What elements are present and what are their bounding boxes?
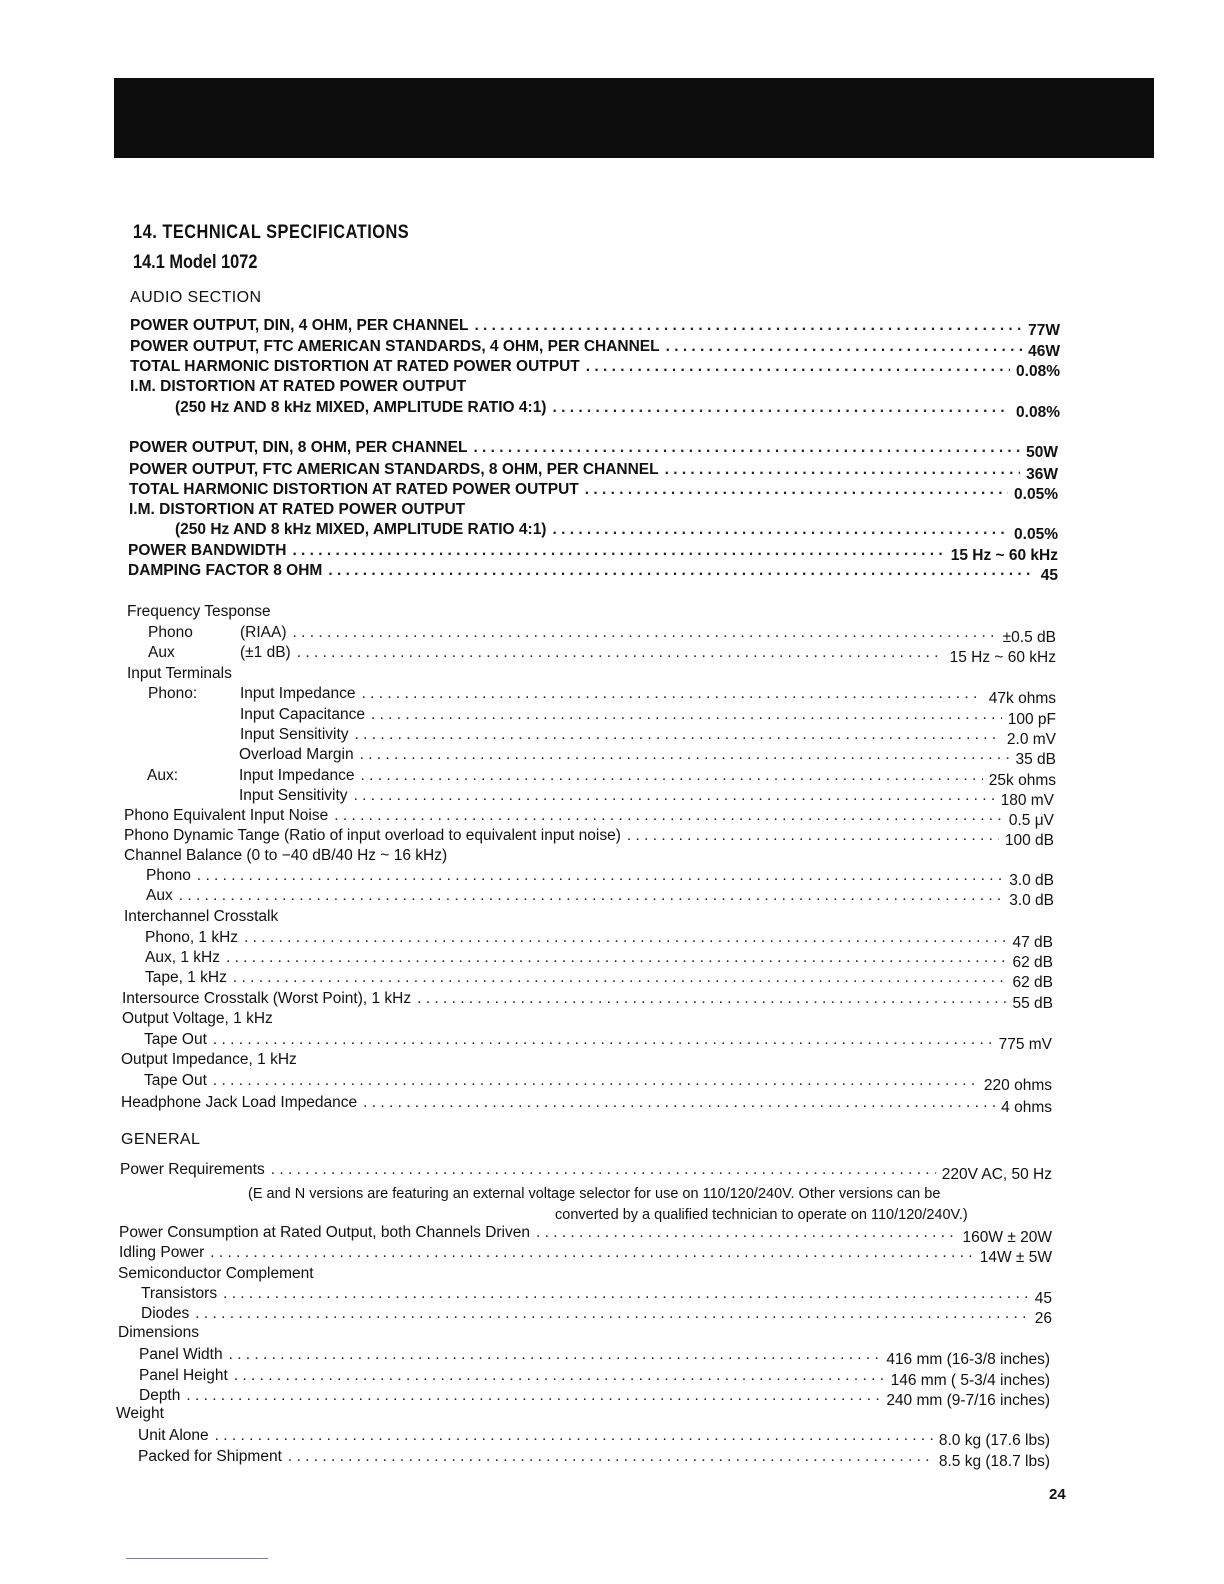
spec-label: TOTAL HARMONIC DISTORTION AT RATED POWER OUTPUT [130,358,580,375]
spec-value: 47 dB [1012,934,1053,951]
spec-label: Input Capacitance [240,706,365,723]
spec-row [139,1345,1050,1368]
spec-label: Panel Height [139,1367,228,1384]
spec-label: Overload Margin [239,746,354,763]
spec-row [145,928,1053,951]
spec-label: POWER OUTPUT, FTC AMERICAN STANDARDS, 4 OHM, PER CHANNEL [130,338,660,355]
spec-value: 46W [1028,343,1060,360]
spec-label: POWER OUTPUT, DIN, 8 OHM, PER CHANNEL [129,439,468,456]
spec-sublabel: Input Impedance [240,685,356,702]
voltage-note: (E and N versions are featuring an external voltage selector for use on 110/120/240V. Other versions can be [248,1186,941,1202]
section-title: 14. TECHNICAL SPECIFICATIONS [133,222,410,243]
spec-label: Tape Out [144,1031,207,1048]
spec-value: 240 mm (9-7/16 inches) [886,1392,1050,1409]
spec-value: 100 pF [1007,711,1056,728]
spec-value: 36W [1026,466,1058,483]
spec-value: 62 dB [1012,954,1053,971]
spec-row [147,766,1056,789]
spec-row [130,357,1060,380]
spec-row [175,520,1058,543]
spec-row [240,725,1056,748]
spec-sublabel: Input Impedance [239,767,355,784]
spec-label: Unit Alone [138,1427,209,1444]
spec-row [128,541,1058,564]
spec-value: 50W [1026,444,1058,461]
spec-value: 15 Hz ~ 60 kHz [950,547,1058,564]
spec-label: POWER BANDWIDTH [128,542,287,559]
spec-row [120,1160,1052,1183]
spec-row [138,1426,1050,1449]
spec-sublabel: (±1 dB) [240,644,291,661]
spec-label: Phono Equivalent Input Noise [124,807,329,824]
spec-label: Input Sensitivity [240,726,349,743]
spec-row [148,643,1056,666]
spec-group-label: Channel Balance (0 to −40 dB/40 Hz ~ 16 kHz) [124,847,448,864]
spec-row [138,1447,1050,1470]
spec-value: 35 dB [1015,751,1056,768]
spec-label: Phono, 1 kHz [145,929,239,946]
spec-row [128,561,1058,584]
spec-label: TOTAL HARMONIC DISTORTION AT RATED POWER OUTPUT [129,481,579,498]
spec-label: Aux, 1 kHz [145,949,220,966]
spec-row [139,1366,1050,1389]
spec-label: (250 Hz AND 8 kHz MIXED, AMPLITUDE RATIO 4:1) [175,521,547,538]
spec-label: POWER OUTPUT, DIN, 4 OHM, PER CHANNEL [130,317,469,334]
spec-row [144,1030,1052,1053]
spec-row [129,460,1058,483]
spec-group-label: Frequency Tesponse [127,603,271,620]
spec-value: 0.08% [1016,404,1060,421]
spec-label: Aux [148,644,175,661]
spec-label: Tape Out [144,1072,207,1089]
spec-row [148,623,1056,646]
spec-label: Diodes [141,1305,190,1322]
spec-label: Phono: [148,685,198,702]
spec-value: 45 [1034,1290,1052,1307]
spec-label: Panel Width [139,1346,223,1363]
spec-label: Aux: [147,767,179,784]
spec-label: Intersource Crosstalk (Worst Point), 1 kHz [122,990,412,1007]
spec-value: 180 mV [1000,792,1054,809]
spec-label: POWER OUTPUT, FTC AMERICAN STANDARDS, 8 OHM, PER CHANNEL [129,461,659,478]
spec-value: 55 dB [1012,995,1053,1012]
spec-value: 220V AC, 50 Hz [941,1166,1052,1183]
spec-label: Headphone Jack Load Impedance [121,1094,358,1111]
spec-label: Depth [139,1387,181,1404]
spec-value: 0.08% [1016,363,1060,380]
spec-row [139,1386,1050,1409]
spec-row [122,989,1053,1012]
spec-row [144,1071,1052,1094]
spec-row [239,786,1054,809]
spec-value: 45 [1040,567,1058,584]
spec-label: Transistors [141,1285,218,1302]
spec-value: 8.5 kg (18.7 lbs) [938,1453,1050,1470]
page-number: 24 [1049,1486,1066,1503]
spec-row [146,886,1054,909]
spec-row [119,1223,1052,1246]
spec-group-label: Output Impedance, 1 kHz [121,1051,297,1068]
spec-value: 4 ohms [1001,1099,1052,1116]
spec-value: 3.0 dB [1009,872,1054,889]
spec-value: 0.05% [1014,526,1058,543]
footer-rule [126,1558,268,1559]
spec-row [129,438,1058,461]
spec-row [141,1284,1052,1307]
spec-value: 77W [1028,322,1060,339]
spec-group-label: Dimensions [118,1324,199,1341]
spec-row [141,1304,1052,1327]
spec-value: 14W ± 5W [979,1249,1052,1266]
spec-row [124,806,1054,829]
spec-value: 160W ± 20W [962,1229,1052,1246]
spec-label: DAMPING FACTOR 8 OHM [128,562,323,579]
spec-row [148,684,1056,707]
spec-row [145,948,1053,971]
spec-value: 416 mm (16-3/8 inches) [886,1351,1050,1368]
spec-value: 3.0 dB [1009,892,1054,909]
spec-row [175,398,1060,421]
header-black-bar [114,78,1154,158]
spec-value: 220 ohms [983,1077,1052,1094]
spec-value: 100 dB [1004,832,1054,849]
spec-group-label: Semiconductor Complement [118,1265,314,1282]
spec-value: 62 dB [1012,974,1053,991]
spec-row [130,316,1060,339]
voltage-note: converted by a qualified technician to operate on 110/120/240V.) [555,1207,968,1223]
spec-value: 47k ohms [988,690,1056,707]
spec-row [240,705,1056,728]
spec-value: ±0.5 dB [1002,629,1056,646]
subsection-title: 14.1 Model 1072 [133,252,258,273]
spec-label: Phono [148,624,193,641]
spec-row [124,826,1054,849]
spec-label: Phono Dynamic Tange (Ratio of input overload to equivalent input noise) [124,827,621,844]
spec-group-label: Interchannel Crosstalk [124,908,279,925]
spec-value: 2.0 mV [1006,731,1056,748]
spec-value: 15 Hz ~ 60 kHz [949,649,1056,666]
spec-value: 25k ohms [988,772,1056,789]
spec-label: I.M. DISTORTION AT RATED POWER OUTPUT [130,378,467,395]
spec-row [146,866,1054,889]
spec-value: 0.5 μV [1008,812,1054,829]
spec-label: Power Requirements [120,1161,265,1178]
spec-group-label: Output Voltage, 1 kHz [122,1010,273,1027]
spec-label: Aux [146,887,173,904]
spec-label: Packed for Shipment [138,1448,282,1465]
spec-label: Phono [146,867,191,884]
spec-value: 8.0 kg (17.6 lbs) [938,1432,1050,1449]
spec-value: 26 [1034,1310,1052,1327]
spec-label: Input Sensitivity [239,787,348,804]
spec-label: Idling Power [119,1244,205,1261]
spec-value: 146 mm ( 5-3/4 inches) [890,1372,1050,1389]
spec-value: 775 mV [998,1036,1052,1053]
spec-value: 0.05% [1014,486,1058,503]
spec-row [129,480,1058,503]
spec-row [239,745,1056,768]
spec-row [145,968,1053,991]
spec-group-label: Input Terminals [127,665,232,682]
audio-section-heading: AUDIO SECTION [130,289,262,306]
spec-row [130,337,1060,360]
general-section-heading: GENERAL [121,1131,201,1148]
spec-row [119,1243,1052,1266]
spec-row [121,1093,1052,1116]
spec-label: I.M. DISTORTION AT RATED POWER OUTPUT [129,501,466,518]
spec-group-label: Weight [116,1405,164,1422]
spec-label: Power Consumption at Rated Output, both Channels Driven [119,1224,530,1241]
spec-sublabel: (RIAA) [240,624,287,641]
spec-label: (250 Hz AND 8 kHz MIXED, AMPLITUDE RATIO 4:1) [175,399,547,416]
spec-label: Tape, 1 kHz [145,969,227,986]
